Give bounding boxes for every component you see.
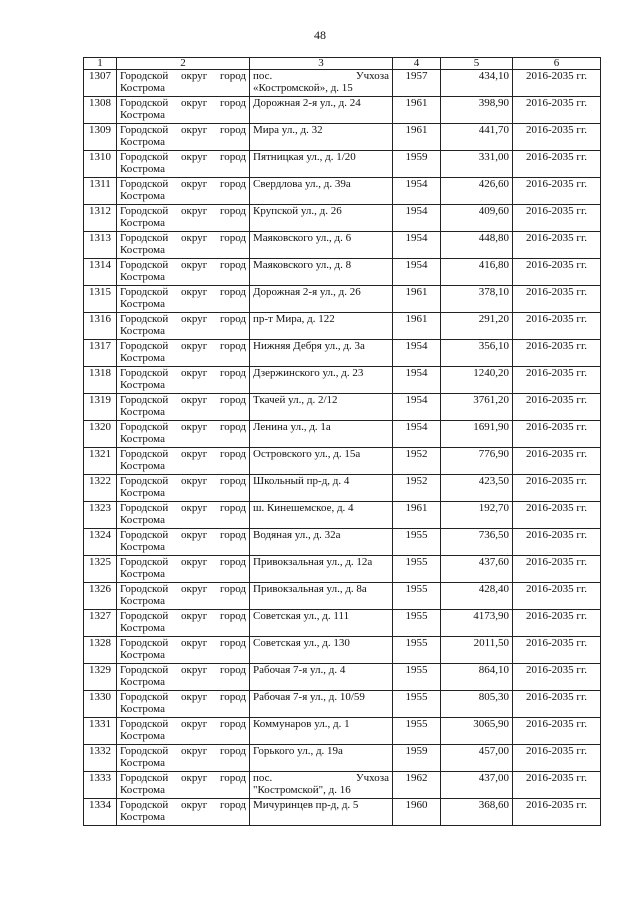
row-number: 1316	[84, 313, 117, 340]
municipality-line-2: Кострома	[120, 622, 165, 634]
address-text: Рабочая 7-я ул., д. 10/59	[253, 691, 365, 703]
address-text: Крупской ул., д. 26	[253, 205, 342, 217]
repair-period: 2016-2035 гг.	[513, 151, 601, 178]
total-area: 736,50	[441, 529, 513, 556]
address-cell	[250, 556, 393, 583]
address-text: Островского ул., д. 15а	[253, 448, 361, 460]
municipality-line-1: Городской округ город	[120, 124, 246, 136]
repair-period: 2016-2035 гг.	[513, 664, 601, 691]
municipality-line-1: Городской округ город	[120, 70, 246, 82]
row-number: 1330	[84, 691, 117, 718]
total-area: 409,60	[441, 205, 513, 232]
repair-period: 2016-2035 гг.	[513, 610, 601, 637]
municipality-line-2: Кострома	[120, 136, 165, 148]
repair-period: 2016-2035 гг.	[513, 286, 601, 313]
table-row	[84, 799, 601, 826]
row-number: 1307	[84, 70, 117, 97]
municipality-cell	[117, 799, 250, 826]
address-cell	[250, 259, 393, 286]
repair-period: 2016-2035 гг.	[513, 799, 601, 826]
municipality-line-1: Городской округ город	[120, 205, 246, 217]
repair-period: 2016-2035 гг.	[513, 637, 601, 664]
municipality-line-2: Кострома	[120, 703, 165, 715]
municipality-line-1: Городской округ город	[120, 178, 246, 190]
address-text: Дорожная 2-я ул., д. 24	[253, 97, 361, 109]
year-built: 1952	[393, 475, 441, 502]
municipality-cell	[117, 529, 250, 556]
municipality-line-1: Городской округ город	[120, 367, 246, 379]
table-row	[84, 475, 601, 502]
row-number: 1320	[84, 421, 117, 448]
municipality-line-2: Кострома	[120, 784, 165, 796]
address-cell	[250, 664, 393, 691]
municipality-line-2: Кострома	[120, 541, 165, 553]
municipality-cell	[117, 745, 250, 772]
column-header: 5	[441, 58, 513, 70]
address-text: Нижняя Дебря ул., д. 3а	[253, 340, 365, 352]
municipality-line-2: Кострома	[120, 325, 165, 337]
municipality-line-1: Городской округ город	[120, 151, 246, 163]
table-row	[84, 178, 601, 205]
column-header: 2	[117, 58, 250, 70]
table-row	[84, 502, 601, 529]
municipality-line-1: Городской округ город	[120, 583, 246, 595]
municipality-line-2: Кострома	[120, 298, 165, 310]
municipality-line-1: Городской округ город	[120, 799, 246, 811]
municipality-line-1: Городской округ город	[120, 664, 246, 676]
municipality-line-2: Кострома	[120, 190, 165, 202]
municipality-line-1: Городской округ город	[120, 556, 246, 568]
table-row	[84, 556, 601, 583]
address-prefix: пос.	[253, 70, 273, 82]
municipality-cell	[117, 448, 250, 475]
row-number: 1332	[84, 745, 117, 772]
year-built: 1955	[393, 556, 441, 583]
row-number: 1319	[84, 394, 117, 421]
row-number: 1310	[84, 151, 117, 178]
year-built: 1957	[393, 70, 441, 97]
repair-period: 2016-2035 гг.	[513, 70, 601, 97]
repair-period: 2016-2035 гг.	[513, 529, 601, 556]
row-number: 1331	[84, 718, 117, 745]
table-row	[84, 151, 601, 178]
address-text: Ткачей ул., д. 2/12	[253, 394, 338, 406]
total-area: 368,60	[441, 799, 513, 826]
municipality-line-2: Кострома	[120, 649, 165, 661]
municipality-line-2: Кострома	[120, 217, 165, 229]
year-built: 1959	[393, 151, 441, 178]
municipality-cell	[117, 691, 250, 718]
address-text: Пятницкая ул., д. 1/20	[253, 151, 356, 163]
repair-period: 2016-2035 гг.	[513, 340, 601, 367]
total-area: 378,10	[441, 286, 513, 313]
address-cell	[250, 745, 393, 772]
address-text: пр-т Мира, д. 122	[253, 313, 335, 325]
total-area: 426,60	[441, 178, 513, 205]
total-area: 437,60	[441, 556, 513, 583]
address-cell	[250, 718, 393, 745]
address-cell	[250, 475, 393, 502]
address-cell	[250, 394, 393, 421]
municipality-line-1: Городской округ город	[120, 340, 246, 352]
repair-period: 2016-2035 гг.	[513, 583, 601, 610]
municipality-line-2: Кострома	[120, 460, 165, 472]
municipality-line-1: Городской округ город	[120, 502, 246, 514]
row-number: 1326	[84, 583, 117, 610]
total-area: 331,00	[441, 151, 513, 178]
row-number: 1328	[84, 637, 117, 664]
year-built: 1961	[393, 502, 441, 529]
row-number: 1315	[84, 286, 117, 313]
address-text: Привокзальная ул., д. 12а	[253, 556, 373, 568]
total-area: 398,90	[441, 97, 513, 124]
address-text: Свердлова ул., д. 39а	[253, 178, 351, 190]
municipality-cell	[117, 178, 250, 205]
year-built: 1954	[393, 340, 441, 367]
total-area: 448,80	[441, 232, 513, 259]
total-area: 776,90	[441, 448, 513, 475]
total-area: 457,00	[441, 745, 513, 772]
table-row	[84, 610, 601, 637]
table-row	[84, 286, 601, 313]
address-text: Советская ул., д. 111	[253, 610, 350, 622]
address-line-2: «Костромской», д. 15	[253, 82, 353, 94]
year-built: 1961	[393, 286, 441, 313]
municipality-cell	[117, 259, 250, 286]
address-text: Школьный пр-д, д. 4	[253, 475, 350, 487]
municipality-cell	[117, 124, 250, 151]
address-cell	[250, 637, 393, 664]
municipality-cell	[117, 502, 250, 529]
page-number: 48	[314, 28, 326, 42]
repair-period: 2016-2035 гг.	[513, 691, 601, 718]
municipality-cell	[117, 367, 250, 394]
municipality-line-1: Городской округ город	[120, 691, 246, 703]
repair-period: 2016-2035 гг.	[513, 232, 601, 259]
total-area: 2011,50	[441, 637, 513, 664]
table-row	[84, 448, 601, 475]
repair-period: 2016-2035 гг.	[513, 772, 601, 799]
row-number: 1318	[84, 367, 117, 394]
address-cell	[250, 205, 393, 232]
address-cell	[250, 340, 393, 367]
municipality-line-1: Городской округ город	[120, 421, 246, 433]
table-row	[84, 745, 601, 772]
municipality-cell	[117, 583, 250, 610]
year-built: 1954	[393, 421, 441, 448]
column-header: 3	[250, 58, 393, 70]
housing-registry-table	[83, 57, 601, 826]
municipality-cell	[117, 421, 250, 448]
repair-period: 2016-2035 гг.	[513, 394, 601, 421]
total-area: 864,10	[441, 664, 513, 691]
address-cell	[250, 610, 393, 637]
table-row	[84, 124, 601, 151]
municipality-line-1: Городской округ город	[120, 610, 246, 622]
address-cell	[250, 502, 393, 529]
address-cell	[250, 232, 393, 259]
municipality-line-1: Городской округ город	[120, 394, 246, 406]
address-cell	[250, 772, 393, 799]
year-built: 1955	[393, 529, 441, 556]
repair-period: 2016-2035 гг.	[513, 502, 601, 529]
table-row	[84, 691, 601, 718]
municipality-line-2: Кострома	[120, 730, 165, 742]
total-area: 437,00	[441, 772, 513, 799]
row-number: 1309	[84, 124, 117, 151]
address-cell	[250, 421, 393, 448]
row-number: 1329	[84, 664, 117, 691]
table-row	[84, 205, 601, 232]
repair-period: 2016-2035 гг.	[513, 205, 601, 232]
row-number: 1323	[84, 502, 117, 529]
municipality-cell	[117, 232, 250, 259]
address-cell	[250, 583, 393, 610]
repair-period: 2016-2035 гг.	[513, 313, 601, 340]
total-area: 192,70	[441, 502, 513, 529]
repair-period: 2016-2035 гг.	[513, 556, 601, 583]
address-cell	[250, 367, 393, 394]
municipality-line-1: Городской округ город	[120, 772, 246, 784]
row-number: 1327	[84, 610, 117, 637]
municipality-line-2: Кострома	[120, 82, 165, 94]
address-cell	[250, 151, 393, 178]
address-cell	[250, 70, 393, 97]
municipality-line-1: Городской округ город	[120, 97, 246, 109]
table-row	[84, 529, 601, 556]
total-area: 423,50	[441, 475, 513, 502]
header-row	[84, 58, 601, 70]
address-text: ш. Кинешемское, д. 4	[253, 502, 354, 514]
repair-period: 2016-2035 гг.	[513, 367, 601, 394]
year-built: 1961	[393, 313, 441, 340]
year-built: 1962	[393, 772, 441, 799]
total-area: 4173,90	[441, 610, 513, 637]
total-area: 291,20	[441, 313, 513, 340]
year-built: 1955	[393, 637, 441, 664]
year-built: 1952	[393, 448, 441, 475]
address-text: Маяковского ул., д. 6	[253, 232, 352, 244]
total-area: 1240,20	[441, 367, 513, 394]
year-built: 1955	[393, 664, 441, 691]
municipality-line-1: Городской округ город	[120, 637, 246, 649]
table-row	[84, 583, 601, 610]
total-area: 434,10	[441, 70, 513, 97]
address-text: Мира ул., д. 32	[253, 124, 323, 136]
year-built: 1954	[393, 178, 441, 205]
municipality-cell	[117, 475, 250, 502]
municipality-cell	[117, 97, 250, 124]
repair-period: 2016-2035 гг.	[513, 178, 601, 205]
municipality-cell	[117, 394, 250, 421]
municipality-line-2: Кострома	[120, 271, 165, 283]
address-cell	[250, 124, 393, 151]
table-row	[84, 664, 601, 691]
address-cell	[250, 286, 393, 313]
municipality-line-2: Кострома	[120, 676, 165, 688]
table-row	[84, 637, 601, 664]
municipality-line-2: Кострома	[120, 406, 165, 418]
table-row	[84, 313, 601, 340]
year-built: 1961	[393, 124, 441, 151]
municipality-cell	[117, 718, 250, 745]
address-text: Советская ул., д. 130	[253, 637, 350, 649]
year-built: 1960	[393, 799, 441, 826]
year-built: 1954	[393, 394, 441, 421]
address-text: Дорожная 2-я ул., д. 26	[253, 286, 361, 298]
row-number: 1317	[84, 340, 117, 367]
row-number: 1321	[84, 448, 117, 475]
table-row	[84, 259, 601, 286]
year-built: 1954	[393, 205, 441, 232]
address-text: Коммунаров ул., д. 1	[253, 718, 350, 730]
municipality-line-2: Кострома	[120, 595, 165, 607]
total-area: 416,80	[441, 259, 513, 286]
municipality-cell	[117, 340, 250, 367]
municipality-line-2: Кострома	[120, 163, 165, 175]
year-built: 1955	[393, 691, 441, 718]
address-line-2: "Костромской", д. 16	[253, 784, 351, 796]
municipality-line-2: Кострома	[120, 352, 165, 364]
municipality-line-1: Городской округ город	[120, 475, 246, 487]
table-row	[84, 367, 601, 394]
repair-period: 2016-2035 гг.	[513, 97, 601, 124]
table-row	[84, 394, 601, 421]
address-text: Рабочая 7-я ул., д. 4	[253, 664, 346, 676]
total-area: 3761,20	[441, 394, 513, 421]
municipality-line-2: Кострома	[120, 757, 165, 769]
address-text: Маяковского ул., д. 8	[253, 259, 352, 271]
table-row	[84, 70, 601, 97]
year-built: 1954	[393, 232, 441, 259]
address-cell	[250, 691, 393, 718]
year-built: 1954	[393, 367, 441, 394]
address-cell	[250, 97, 393, 124]
row-number: 1324	[84, 529, 117, 556]
row-number: 1314	[84, 259, 117, 286]
year-built: 1955	[393, 583, 441, 610]
municipality-line-2: Кострома	[120, 109, 165, 121]
municipality-line-2: Кострома	[120, 433, 165, 445]
municipality-line-2: Кострома	[120, 811, 165, 823]
municipality-line-1: Городской округ город	[120, 232, 246, 244]
municipality-cell	[117, 313, 250, 340]
municipality-cell	[117, 637, 250, 664]
municipality-line-1: Городской округ город	[120, 313, 246, 325]
address-cell	[250, 178, 393, 205]
municipality-line-1: Городской округ город	[120, 286, 246, 298]
address-text: Привокзальная ул., д. 8а	[253, 583, 367, 595]
address-settlement: Учхоза	[355, 772, 389, 784]
table-row	[84, 340, 601, 367]
address-cell	[250, 313, 393, 340]
municipality-line-2: Кострома	[120, 487, 165, 499]
row-number: 1322	[84, 475, 117, 502]
column-header: 4	[393, 58, 441, 70]
row-number: 1334	[84, 799, 117, 826]
address-cell	[250, 799, 393, 826]
year-built: 1959	[393, 745, 441, 772]
table-row	[84, 718, 601, 745]
total-area: 3065,90	[441, 718, 513, 745]
municipality-cell	[117, 610, 250, 637]
address-text: Мичуринцев пр-д, д. 5	[253, 799, 359, 811]
municipality-cell	[117, 151, 250, 178]
year-built: 1955	[393, 610, 441, 637]
table-row	[84, 772, 601, 799]
year-built: 1961	[393, 97, 441, 124]
column-header: 1	[84, 58, 117, 70]
address-settlement: Учхоза	[355, 70, 389, 82]
year-built: 1955	[393, 718, 441, 745]
row-number: 1313	[84, 232, 117, 259]
address-text: Ленина ул., д. 1а	[253, 421, 331, 433]
address-text: Дзержинского ул., д. 23	[253, 367, 364, 379]
repair-period: 2016-2035 гг.	[513, 259, 601, 286]
municipality-line-2: Кострома	[120, 514, 165, 526]
municipality-cell	[117, 664, 250, 691]
column-header: 6	[513, 58, 601, 70]
year-built: 1954	[393, 259, 441, 286]
municipality-cell	[117, 556, 250, 583]
total-area: 1691,90	[441, 421, 513, 448]
municipality-cell	[117, 70, 250, 97]
row-number: 1311	[84, 178, 117, 205]
municipality-cell	[117, 205, 250, 232]
address-prefix: пос.	[253, 772, 273, 784]
municipality-line-1: Городской округ город	[120, 529, 246, 541]
repair-period: 2016-2035 гг.	[513, 475, 601, 502]
repair-period: 2016-2035 гг.	[513, 124, 601, 151]
total-area: 428,40	[441, 583, 513, 610]
municipality-cell	[117, 286, 250, 313]
municipality-cell	[117, 772, 250, 799]
table-row	[84, 97, 601, 124]
row-number: 1308	[84, 97, 117, 124]
total-area: 356,10	[441, 340, 513, 367]
municipality-line-1: Городской округ город	[120, 259, 246, 271]
address-text: Водяная ул., д. 32а	[253, 529, 341, 541]
municipality-line-1: Городской округ город	[120, 745, 246, 757]
repair-period: 2016-2035 гг.	[513, 421, 601, 448]
address-cell	[250, 529, 393, 556]
row-number: 1333	[84, 772, 117, 799]
municipality-line-2: Кострома	[120, 379, 165, 391]
address-cell	[250, 448, 393, 475]
repair-period: 2016-2035 гг.	[513, 745, 601, 772]
row-number: 1325	[84, 556, 117, 583]
municipality-line-2: Кострома	[120, 568, 165, 580]
repair-period: 2016-2035 гг.	[513, 448, 601, 475]
table-row	[84, 232, 601, 259]
total-area: 441,70	[441, 124, 513, 151]
municipality-line-2: Кострома	[120, 244, 165, 256]
municipality-line-1: Городской округ город	[120, 448, 246, 460]
municipality-line-1: Городской округ город	[120, 718, 246, 730]
total-area: 805,30	[441, 691, 513, 718]
row-number: 1312	[84, 205, 117, 232]
table-row	[84, 421, 601, 448]
address-text: Горького ул., д. 19а	[253, 745, 343, 757]
repair-period: 2016-2035 гг.	[513, 718, 601, 745]
